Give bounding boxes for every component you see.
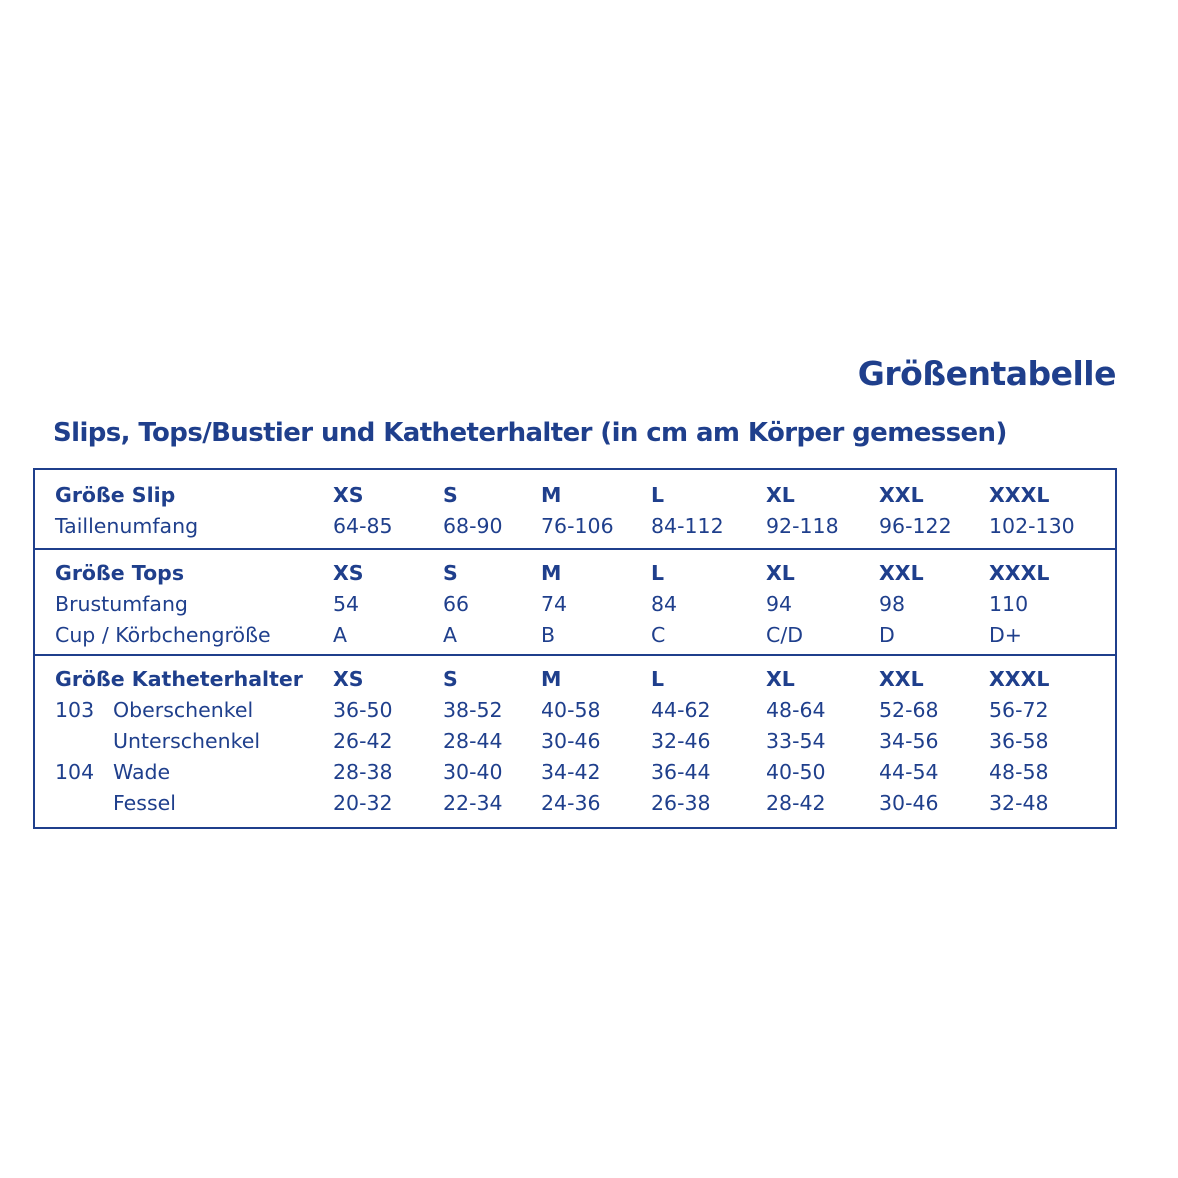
size-label: L bbox=[651, 667, 665, 691]
table-cell: 20-32 bbox=[333, 791, 393, 815]
table-cell: 84 bbox=[651, 592, 678, 616]
table-cell: 110 bbox=[989, 592, 1029, 616]
header-label-tops: Größe Tops bbox=[55, 561, 185, 585]
table-cell: 33-54 bbox=[766, 729, 826, 753]
size-label: XS bbox=[333, 561, 364, 585]
article-number: 103 bbox=[55, 698, 95, 722]
table-cell: 30-46 bbox=[541, 729, 601, 753]
size-label: XL bbox=[766, 483, 795, 507]
row-label: Wade bbox=[113, 760, 171, 784]
table-cell: 36-44 bbox=[651, 760, 711, 784]
table-cell: 26-42 bbox=[333, 729, 393, 753]
size-label: XXL bbox=[879, 667, 924, 691]
size-label: XXL bbox=[879, 561, 924, 585]
table-cell: 54 bbox=[333, 592, 360, 616]
page-title: Größentabelle bbox=[857, 354, 1116, 393]
size-label: S bbox=[443, 561, 458, 585]
article-number: 104 bbox=[55, 760, 95, 784]
size-label: XXL bbox=[879, 483, 924, 507]
table-cell: 28-44 bbox=[443, 729, 503, 753]
table-cell: 92-118 bbox=[766, 514, 839, 538]
table-row-oberschenkel bbox=[35, 695, 1115, 726]
size-label: S bbox=[443, 483, 458, 507]
table-cell: 40-58 bbox=[541, 698, 601, 722]
header-label-slip: Größe Slip bbox=[55, 483, 176, 507]
table-cell: 44-54 bbox=[879, 760, 939, 784]
table-cell: 36-58 bbox=[989, 729, 1049, 753]
table-cell: 28-38 bbox=[333, 760, 393, 784]
table-cell: 66 bbox=[443, 592, 470, 616]
page-subtitle: Slips, Tops/Bustier und Katheterhalter (in cm am Körper gemessen) bbox=[53, 418, 1007, 448]
table-cell: 48-64 bbox=[766, 698, 826, 722]
table-cell: 98 bbox=[879, 592, 906, 616]
table-cell: 28-42 bbox=[766, 791, 826, 815]
row-label: Cup / Körbchengröße bbox=[55, 623, 271, 647]
table-cell: C bbox=[651, 623, 666, 647]
table-row-wade bbox=[35, 757, 1115, 788]
header-row-tops bbox=[35, 558, 1115, 589]
row-label: Unterschenkel bbox=[113, 729, 261, 753]
table-cell: 84-112 bbox=[651, 514, 724, 538]
size-label: M bbox=[541, 561, 562, 585]
size-label: XXXL bbox=[989, 483, 1050, 507]
table-cell: 38-52 bbox=[443, 698, 503, 722]
table-cell: 96-122 bbox=[879, 514, 952, 538]
table-cell: D+ bbox=[989, 623, 1022, 647]
table-cell: 44-62 bbox=[651, 698, 711, 722]
section-tops bbox=[35, 548, 1115, 656]
table-cell: 30-40 bbox=[443, 760, 503, 784]
table-cell: 56-72 bbox=[989, 698, 1049, 722]
table-cell: 36-50 bbox=[333, 698, 393, 722]
header-row-katheterhalter bbox=[35, 664, 1115, 695]
table-row-fessel bbox=[35, 788, 1115, 819]
size-table bbox=[33, 468, 1117, 829]
table-cell: 32-48 bbox=[989, 791, 1049, 815]
table-cell: A bbox=[443, 623, 458, 647]
table-cell: A bbox=[333, 623, 348, 647]
size-label: XL bbox=[766, 667, 795, 691]
section-katheterhalter bbox=[35, 654, 1115, 829]
size-label: M bbox=[541, 483, 562, 507]
size-label: XXXL bbox=[989, 561, 1050, 585]
table-cell: C/D bbox=[766, 623, 804, 647]
table-cell: 40-50 bbox=[766, 760, 826, 784]
row-label: Fessel bbox=[113, 791, 176, 815]
table-cell: 74 bbox=[541, 592, 568, 616]
size-label: XS bbox=[333, 667, 364, 691]
table-cell: D bbox=[879, 623, 895, 647]
table-cell: 68-90 bbox=[443, 514, 503, 538]
size-label: XL bbox=[766, 561, 795, 585]
table-cell: 52-68 bbox=[879, 698, 939, 722]
table-cell: 64-85 bbox=[333, 514, 393, 538]
row-label: Oberschenkel bbox=[113, 698, 254, 722]
table-cell: 26-38 bbox=[651, 791, 711, 815]
table-row-brustumfang bbox=[35, 589, 1115, 620]
table-cell: 48-58 bbox=[989, 760, 1049, 784]
table-cell: 32-46 bbox=[651, 729, 711, 753]
table-cell: 24-36 bbox=[541, 791, 601, 815]
table-cell: B bbox=[541, 623, 556, 647]
size-label: M bbox=[541, 667, 562, 691]
table-row-taillenumfang bbox=[35, 511, 1115, 542]
table-cell: 34-56 bbox=[879, 729, 939, 753]
table-cell: 34-42 bbox=[541, 760, 601, 784]
table-cell: 30-46 bbox=[879, 791, 939, 815]
table-cell: 76-106 bbox=[541, 514, 614, 538]
size-label: XS bbox=[333, 483, 364, 507]
table-row-unterschenkel bbox=[35, 726, 1115, 757]
size-label: XXXL bbox=[989, 667, 1050, 691]
row-label: Brustumfang bbox=[55, 592, 188, 616]
section-slip bbox=[35, 470, 1115, 548]
table-cell: 94 bbox=[766, 592, 793, 616]
size-label: L bbox=[651, 483, 665, 507]
header-label-katheterhalter: Größe Katheterhalter bbox=[55, 667, 303, 691]
table-cell: 102-130 bbox=[989, 514, 1075, 538]
row-label: Taillenumfang bbox=[55, 514, 199, 538]
header-row-slip bbox=[35, 480, 1115, 511]
size-label: L bbox=[651, 561, 665, 585]
table-row-cup bbox=[35, 620, 1115, 651]
size-label: S bbox=[443, 667, 458, 691]
table-cell: 22-34 bbox=[443, 791, 503, 815]
